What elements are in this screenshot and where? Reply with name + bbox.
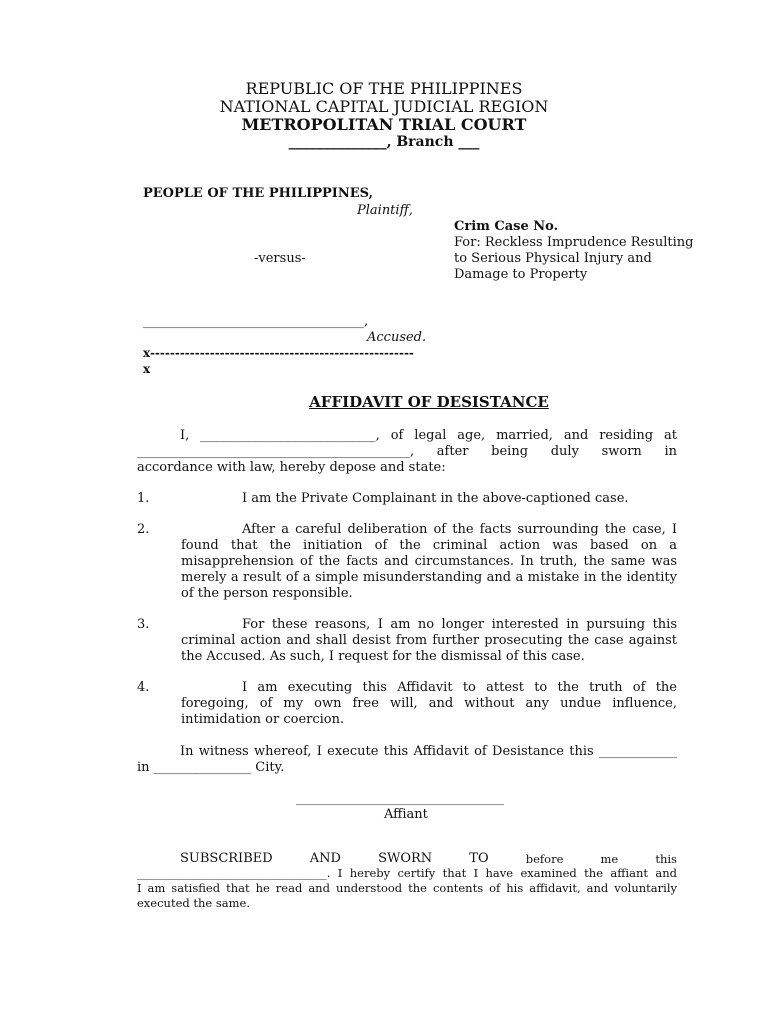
jurat-line-4: executed the same.	[137, 896, 251, 910]
item-2-line-2: found that the initiation of the criminal action was based on a	[181, 538, 677, 553]
jurat-word-subscribed: SUBSCRIBED	[180, 851, 273, 866]
affiant-signature-blank: ________________________________	[296, 791, 504, 806]
offense-line-3: Damage to Property	[454, 267, 588, 282]
jurat-word-and: AND	[309, 851, 341, 866]
intro-line-3: accordance with law, hereby depose and state:	[137, 460, 446, 475]
offense-line-2: to Serious Physical Injury and	[454, 251, 652, 266]
case-number-label: Crim Case No.	[454, 219, 559, 234]
plaintiff-name: PEOPLE OF THE PHILIPPINES,	[143, 186, 374, 201]
jurat-word-to: TO	[469, 851, 489, 866]
header-court: METROPOLITAN TRIAL COURT	[241, 115, 527, 134]
item-4-line-1: I am executing this Affidavit to attest to the truth of the	[242, 680, 677, 695]
jurat-line-3: I am satisfied that he read and understood the contents of his affidavit, and voluntarily	[137, 881, 677, 895]
header-region: NATIONAL CAPITAL JUDICIAL REGION	[219, 97, 549, 116]
offense-line-1: For: Reckless Imprudence Resulting	[454, 235, 694, 250]
header-republic: REPUBLIC OF THE PHILIPPINES	[245, 79, 523, 98]
versus-label: -versus-	[254, 251, 306, 266]
item-3-line-2: criminal action and shall desist from further prosecuting the case against	[181, 633, 677, 648]
witness-line-1: In witness whereof, I execute this Affidavit of Desistance this ____________	[180, 744, 677, 759]
item-2-line-1: After a careful deliberation of the facts surrounding the case, I	[242, 522, 677, 537]
item-2-line-5: of the person responsible.	[181, 586, 353, 601]
intro-line-1: I, ___________________________, of legal age, married, and residing at	[180, 428, 677, 443]
jurat-word-this: this	[655, 852, 677, 866]
accused-name-blank: __________________________________,	[143, 314, 369, 329]
intro-line-2: __________________________________________, after being duly sworn in	[137, 444, 677, 459]
document-title: AFFIDAVIT OF DESISTANCE	[309, 393, 549, 411]
item-1-line-1: I am the Private Complainant in the above-captioned case.	[242, 491, 629, 506]
jurat-word-before: before	[525, 852, 564, 866]
item-2-number: 2.	[137, 522, 150, 537]
jurat-word-me: me	[600, 852, 619, 866]
item-4-line-2: foregoing, of my own free will, and without any undue influence,	[181, 696, 677, 711]
header-branch: ______________, Branch ___	[288, 134, 480, 150]
item-4-number: 4.	[137, 680, 150, 695]
affiant-label: Affiant	[384, 807, 428, 822]
jurat-line-2: _________________________________. I hereby certify that I have examined the affiant and	[137, 866, 677, 880]
item-1-number: 1.	[137, 491, 150, 506]
accused-role: Accused.	[367, 330, 427, 345]
plaintiff-role: Plaintiff,	[357, 203, 413, 218]
intro-line-1-prefix	[180, 428, 677, 444]
witness-line-2: in _______________ City.	[137, 760, 285, 775]
item-4-line-3: intimidation or coercion.	[181, 712, 345, 727]
jurat-word-sworn: SWORN	[378, 851, 433, 866]
jurat-line-1	[180, 851, 677, 867]
caption-divider: x-----------------------------------------------------	[143, 346, 414, 360]
item-3-line-3: the Accused. As such, I request for the dismissal of this case.	[181, 649, 585, 664]
item-2-line-3: misapprehension of the facts and circumstances. In truth, the same was	[181, 554, 677, 569]
item-3-line-1: For these reasons, I am no longer interested in pursuing this	[242, 617, 677, 632]
item-2-line-4: merely a result of a simple misunderstanding and a mistake in the identity	[181, 570, 677, 585]
item-3-number: 3.	[137, 617, 150, 632]
caption-divider-end: x	[143, 362, 151, 376]
